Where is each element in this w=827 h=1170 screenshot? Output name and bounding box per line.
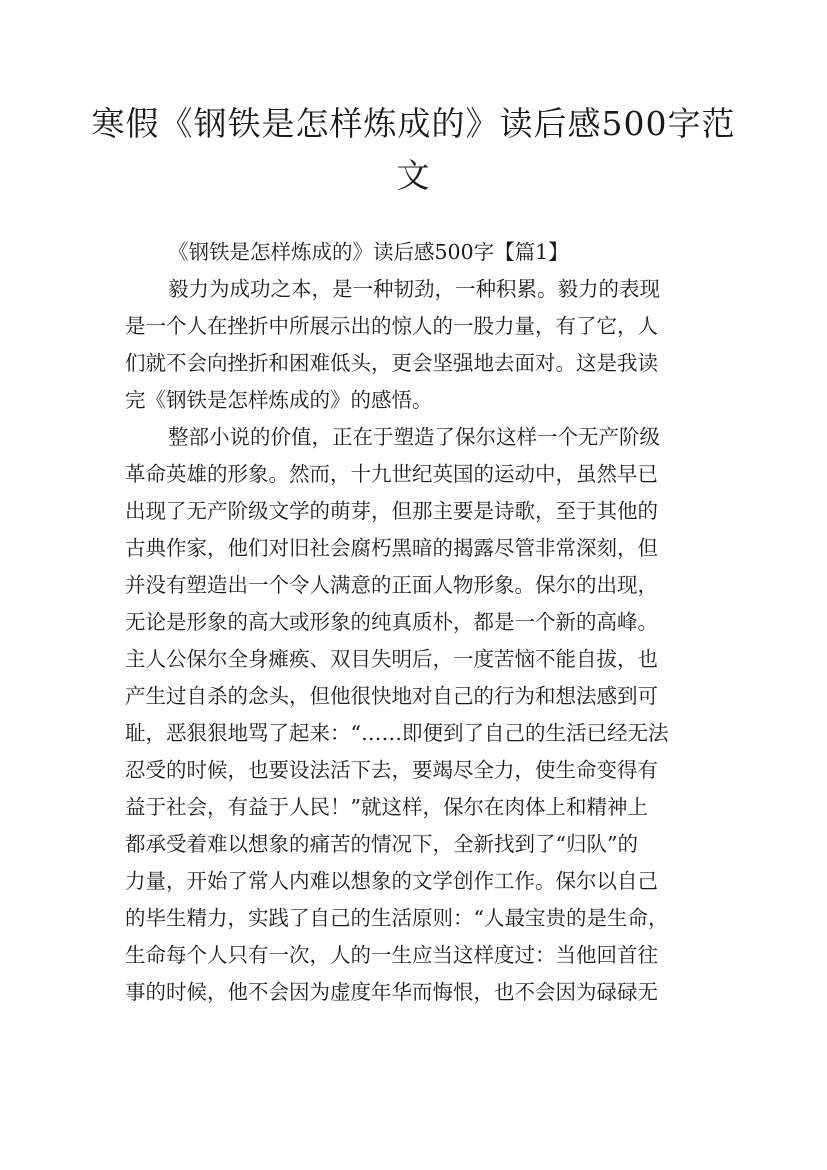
- paragraph-line: 完《钢铁是怎样炼成的》的感悟。: [125, 388, 433, 412]
- paragraph-line: 古典作家，他们对旧社会腐朽黑暗的揭露尽管非常深刻，但: [125, 536, 658, 560]
- title-line-1: 寒假《钢铁是怎样炼成的》读后感500字范: [91, 104, 736, 143]
- paragraph-line: 耻，恶狠狠地骂了起来：“……即便到了自己的生活已经无法: [125, 721, 669, 745]
- paragraph-line: 的毕生精力，实践了自己的生活原则：“人最宝贵的是生命，: [125, 906, 669, 930]
- paragraph-line: 出现了无产阶级文学的萌芽，但那主要是诗歌，至于其他的: [125, 499, 658, 523]
- document-body: [125, 234, 715, 1011]
- paragraph-line: 都承受着难以想象的痛苦的情况下，全新找到了“归队”的: [125, 832, 638, 856]
- paragraph-line: 生命每个人只有一次，人的一生应当这样度过：当他回首往: [125, 943, 658, 967]
- paragraph-line: 们就不会向挫折和困难低头，更会坚强地去面对。这是我读: [125, 351, 658, 375]
- paragraph-line: 革命英雄的形象。然而，十九世纪英国的运动中，虽然早已: [125, 462, 658, 486]
- paragraph-line: 主人公保尔全身瘫痪、双目失明后，一度苦恼不能自拔，也: [125, 647, 658, 671]
- paragraph-line: 忍受的时候，也要设法活下去，要竭尽全力，使生命变得有: [125, 758, 658, 782]
- paragraph-line: 整部小说的价值，正在于塑造了保尔这样一个无产阶级: [168, 425, 660, 449]
- section-heading: 《钢铁是怎样炼成的》读后感500字【篇1】: [168, 240, 569, 264]
- paragraph-line: 事的时候，他不会因为虚度年华而悔恨，也不会因为碌碌无: [125, 980, 658, 1004]
- paragraph-line: 毅力为成功之本，是一种韧劲，一种积累。毅力的表现: [168, 277, 660, 301]
- paragraph-line: 并没有塑造出一个令人满意的正面人物形象。保尔的出现，: [125, 573, 658, 597]
- document-title: [90, 98, 737, 202]
- paragraph-line: 益于社会，有益于人民！”就这样，保尔在肉体上和精神上: [125, 795, 648, 819]
- paragraph-line: 产生过自杀的念头，但他很快地对自己的行为和想法感到可: [125, 684, 658, 708]
- paragraph-line: 无论是形象的高大或形象的纯真质朴，都是一个新的高峰。: [125, 610, 658, 634]
- title-line-2: 文: [396, 156, 431, 195]
- paragraph-line: 是一个人在挫折中所展示出的惊人的一股力量，有了它，人: [125, 314, 658, 338]
- paragraph-line: 力量，开始了常人内难以想象的文学创作工作。保尔以自己: [125, 869, 658, 893]
